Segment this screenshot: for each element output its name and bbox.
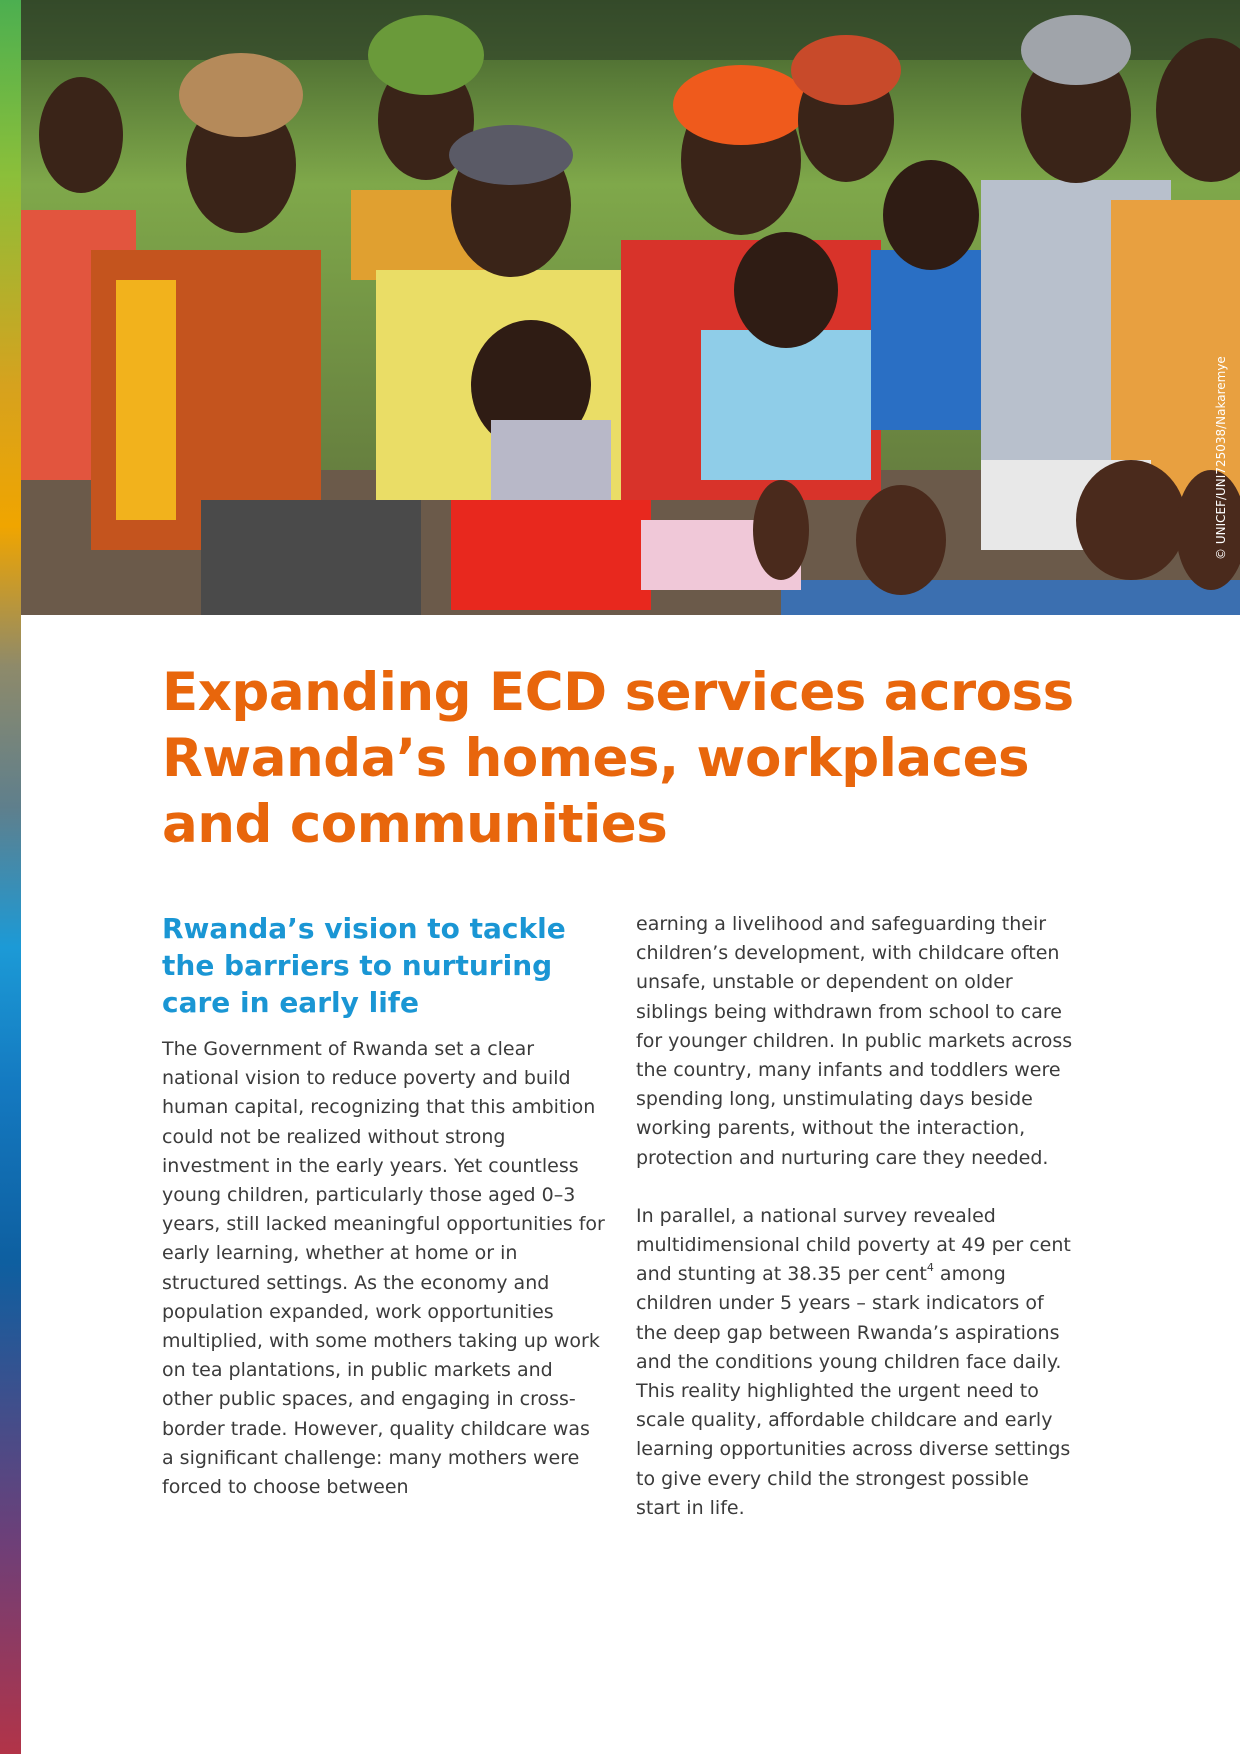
right-paragraph-1: earning a livelihood and safeguarding their children’s development, with childcare often unsafe, unstable or dependent on older siblings being withdrawn from school to care for younger children. In public markets across the country, many infants and toddlers were spending long, unstimulating days beside working parents, without the interaction, protection and nurturing care they needed. [636,913,1073,1169]
left-column [162,910,607,1502]
right-paragraph-2-before: In parallel, a national survey revealed multidimensional child poverty at 49 per cent and stunting at 38.35 per cent [636,1204,1071,1286]
left-paragraph: The Government of Rwanda set a clear national vision to reduce poverty and build human capital, recognizing that this ambition could not be realized without strong investment in the early years. Yet countless young children, particularly those aged 0–3 years, still lacked meaningful opportunities for early learning, whether at home or in structured settings. As the economy and population expanded, work opportunities multiplied, with some mothers taking up work on tea plantations, in public markets and other public spaces, and engaging in cross-border trade. However, quality childcare was a significant challenge: many mothers were forced to choose between [162,1038,605,1499]
right-paragraph-2-after: among children under 5 years – stark indicators of the deep gap between Rwanda’s aspirations and the conditions young children face daily. This reality highlighted the urgent need to scale quality, affordable childcare and early learning opportunities across diverse settings to give every child the strongest possible start in life. [636,1263,1071,1519]
section-subheading: Rwanda’s vision to tackle the barriers to nurturing care in early life [162,912,566,1019]
right-column [636,910,1076,1523]
hero-photo [21,0,1240,615]
photo-group-of-mothers-and-children-icon [21,0,1240,615]
color-gradient-stripe [0,0,21,1754]
page-title: Expanding ECD services across Rwanda’s homes, workplaces and communities [162,662,1074,855]
right-paragraph-2 [636,1202,1076,1523]
footnote-reference[interactable]: 4 [926,1261,934,1275]
photo-credit: © UNICEF/UNI725038/Nakaremye [1214,356,1228,560]
